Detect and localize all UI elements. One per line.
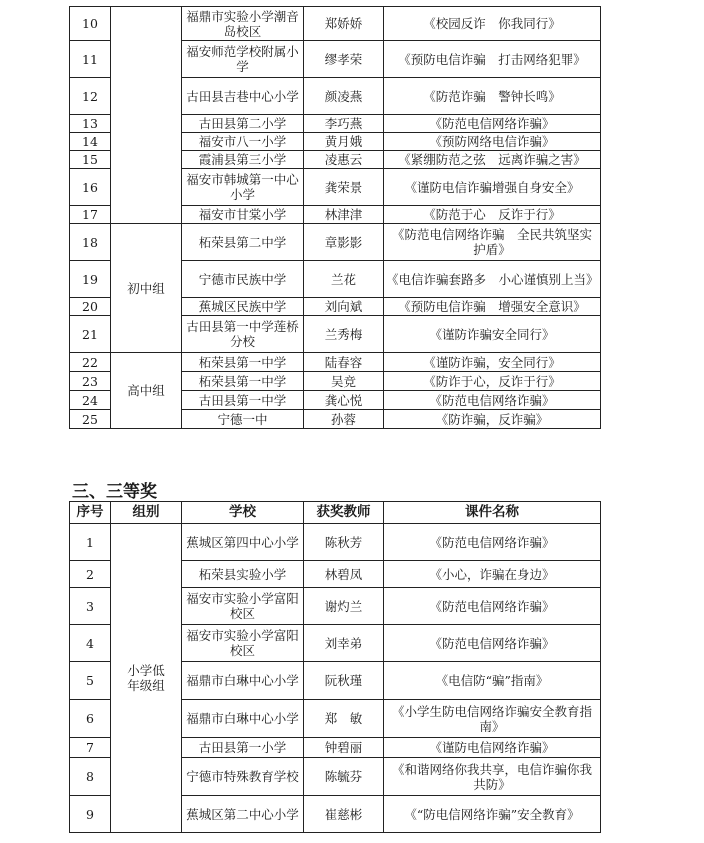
- row-number: 12: [70, 78, 111, 115]
- header-group: 组别: [111, 502, 182, 524]
- school-name: 古田县第二小学: [182, 115, 304, 133]
- school-name: 福安市实验小学富阳校区: [182, 588, 304, 625]
- teacher-name: 缪孝荣: [304, 41, 384, 78]
- teacher-name: 颜凌燕: [304, 78, 384, 115]
- row-number: 7: [70, 738, 111, 758]
- teacher-name: 凌惠云: [304, 151, 384, 169]
- teacher-name: 刘向斌: [304, 298, 384, 316]
- school-name: 柘荣县第一中学: [182, 372, 304, 391]
- table-header-row: [70, 502, 601, 524]
- school-name: 柘荣县第一中学: [182, 353, 304, 372]
- teacher-name: 陈秋芳: [304, 524, 384, 561]
- course-title: 《防范于心 反诈于行》: [384, 206, 601, 224]
- row-number: 10: [70, 7, 111, 41]
- course-title: 《紧绷防范之弦 远离诈骗之害》: [384, 151, 601, 169]
- school-name: 蕉城区第二中心小学: [182, 796, 304, 833]
- row-number: 23: [70, 372, 111, 391]
- course-title: 《防诈骗，反诈骗》: [384, 410, 601, 429]
- school-name: 柘荣县实验小学: [182, 561, 304, 588]
- row-number: 17: [70, 206, 111, 224]
- teacher-name: 阮秋瑾: [304, 662, 384, 700]
- course-title: 《防范电信网络诈骗 全民共筑坚实护盾》: [384, 224, 601, 261]
- header-course: 课件名称: [384, 502, 601, 524]
- school-name: 古田县第一中学: [182, 391, 304, 410]
- school-name: 福安师范学校附属小学: [182, 41, 304, 78]
- teacher-name: 兰秀梅: [304, 316, 384, 353]
- row-number: 21: [70, 316, 111, 353]
- course-title: 《谨防诈骗，安全同行》: [384, 353, 601, 372]
- third-prize-table: [69, 501, 601, 833]
- course-title: 《预防网络电信诈骗》: [384, 133, 601, 151]
- teacher-name: 崔慈彬: [304, 796, 384, 833]
- row-number: 20: [70, 298, 111, 316]
- course-title: 《防范电信网络诈骗》: [384, 625, 601, 662]
- table-row: [70, 524, 601, 561]
- table-row: [70, 224, 601, 261]
- school-name: 福安市甘棠小学: [182, 206, 304, 224]
- teacher-name: 黄月娥: [304, 133, 384, 151]
- course-title: 《电信诈骗套路多 小心谨慎别上当》: [384, 261, 601, 298]
- school-name: 霞浦县第三小学: [182, 151, 304, 169]
- teacher-name: 刘幸弟: [304, 625, 384, 662]
- school-name: 宁德市民族中学: [182, 261, 304, 298]
- header-number: 序号: [70, 502, 111, 524]
- school-name: 古田县第一小学: [182, 738, 304, 758]
- course-title: 《防范电信网络诈骗》: [384, 588, 601, 625]
- course-title: 《谨防诈骗安全同行》: [384, 316, 601, 353]
- row-number: 24: [70, 391, 111, 410]
- row-number: 1: [70, 524, 111, 561]
- teacher-name: 郑娇娇: [304, 7, 384, 41]
- school-name: 古田县第一中学莲桥分校: [182, 316, 304, 353]
- school-name: 柘荣县第二中学: [182, 224, 304, 261]
- group-cell-junior: 初中组: [111, 224, 182, 353]
- row-number: 14: [70, 133, 111, 151]
- row-number: 16: [70, 169, 111, 206]
- group-cell-primary-continued: [111, 7, 182, 224]
- table-row: [70, 7, 601, 41]
- teacher-name: 陈毓芬: [304, 758, 384, 796]
- school-name: 蕉城区民族中学: [182, 298, 304, 316]
- course-title: 《防范诈骗 警钟长鸣》: [384, 78, 601, 115]
- teacher-name: 陆春容: [304, 353, 384, 372]
- row-number: 9: [70, 796, 111, 833]
- teacher-name: 郑 敏: [304, 700, 384, 738]
- row-number: 6: [70, 700, 111, 738]
- table-row: [70, 353, 601, 372]
- school-name: 福安市韩城第一中心小学: [182, 169, 304, 206]
- course-title: 《防范电信网络诈骗》: [384, 391, 601, 410]
- teacher-name: 龚荣景: [304, 169, 384, 206]
- teacher-name: 林津津: [304, 206, 384, 224]
- teacher-name: 林碧凤: [304, 561, 384, 588]
- group-cell-senior: 高中组: [111, 353, 182, 429]
- school-name: 福安市八一小学: [182, 133, 304, 151]
- course-title: 《防诈于心，反诈于行》: [384, 372, 601, 391]
- row-number: 8: [70, 758, 111, 796]
- teacher-name: 兰花: [304, 261, 384, 298]
- header-school: 学校: [182, 502, 304, 524]
- row-number: 25: [70, 410, 111, 429]
- row-number: 5: [70, 662, 111, 700]
- row-number: 19: [70, 261, 111, 298]
- course-title: 《小心，诈骗在身边》: [384, 561, 601, 588]
- header-teacher: 获奖教师: [304, 502, 384, 524]
- teacher-name: 孙蓉: [304, 410, 384, 429]
- school-name: 蕉城区第四中心小学: [182, 524, 304, 561]
- row-number: 4: [70, 625, 111, 662]
- course-title: 《校园反诈 你我同行》: [384, 7, 601, 41]
- award-table-continued: [69, 6, 601, 429]
- group-cell-primary-lower: 小学低年级组: [111, 524, 182, 833]
- course-title: 《和谐网络你我共享，电信诈骗你我共防》: [384, 758, 601, 796]
- teacher-name: 龚心悦: [304, 391, 384, 410]
- course-title: 《防范电信网络诈骗》: [384, 115, 601, 133]
- course-title: 《谨防电信诈骗增强自身安全》: [384, 169, 601, 206]
- school-name: 福安市实验小学富阳校区: [182, 625, 304, 662]
- teacher-name: 李巧燕: [304, 115, 384, 133]
- row-number: 18: [70, 224, 111, 261]
- row-number: 22: [70, 353, 111, 372]
- row-number: 15: [70, 151, 111, 169]
- school-name: 宁德市特殊教育学校: [182, 758, 304, 796]
- row-number: 13: [70, 115, 111, 133]
- teacher-name: 谢灼兰: [304, 588, 384, 625]
- school-name: 宁德一中: [182, 410, 304, 429]
- section-heading-third-prize: 三、三等奖: [72, 482, 157, 502]
- teacher-name: 吴竞: [304, 372, 384, 391]
- teacher-name: 钟碧丽: [304, 738, 384, 758]
- course-title: 《电信防“骗”指南》: [384, 662, 601, 700]
- row-number: 2: [70, 561, 111, 588]
- school-name: 福鼎市白琳中心小学: [182, 700, 304, 738]
- school-name: 福鼎市实验小学潮音岛校区: [182, 7, 304, 41]
- row-number: 11: [70, 41, 111, 78]
- course-title: 《“防电信网络诈骗”安全教育》: [384, 796, 601, 833]
- course-title: 《小学生防电信网络诈骗安全教育指南》: [384, 700, 601, 738]
- course-title: 《预防电信诈骗 打击网络犯罪》: [384, 41, 601, 78]
- school-name: 古田县吉巷中心小学: [182, 78, 304, 115]
- course-title: 《防范电信网络诈骗》: [384, 524, 601, 561]
- course-title: 《预防电信诈骗 增强安全意识》: [384, 298, 601, 316]
- teacher-name: 章影影: [304, 224, 384, 261]
- school-name: 福鼎市白琳中心小学: [182, 662, 304, 700]
- course-title: 《谨防电信网络诈骗》: [384, 738, 601, 758]
- row-number: 3: [70, 588, 111, 625]
